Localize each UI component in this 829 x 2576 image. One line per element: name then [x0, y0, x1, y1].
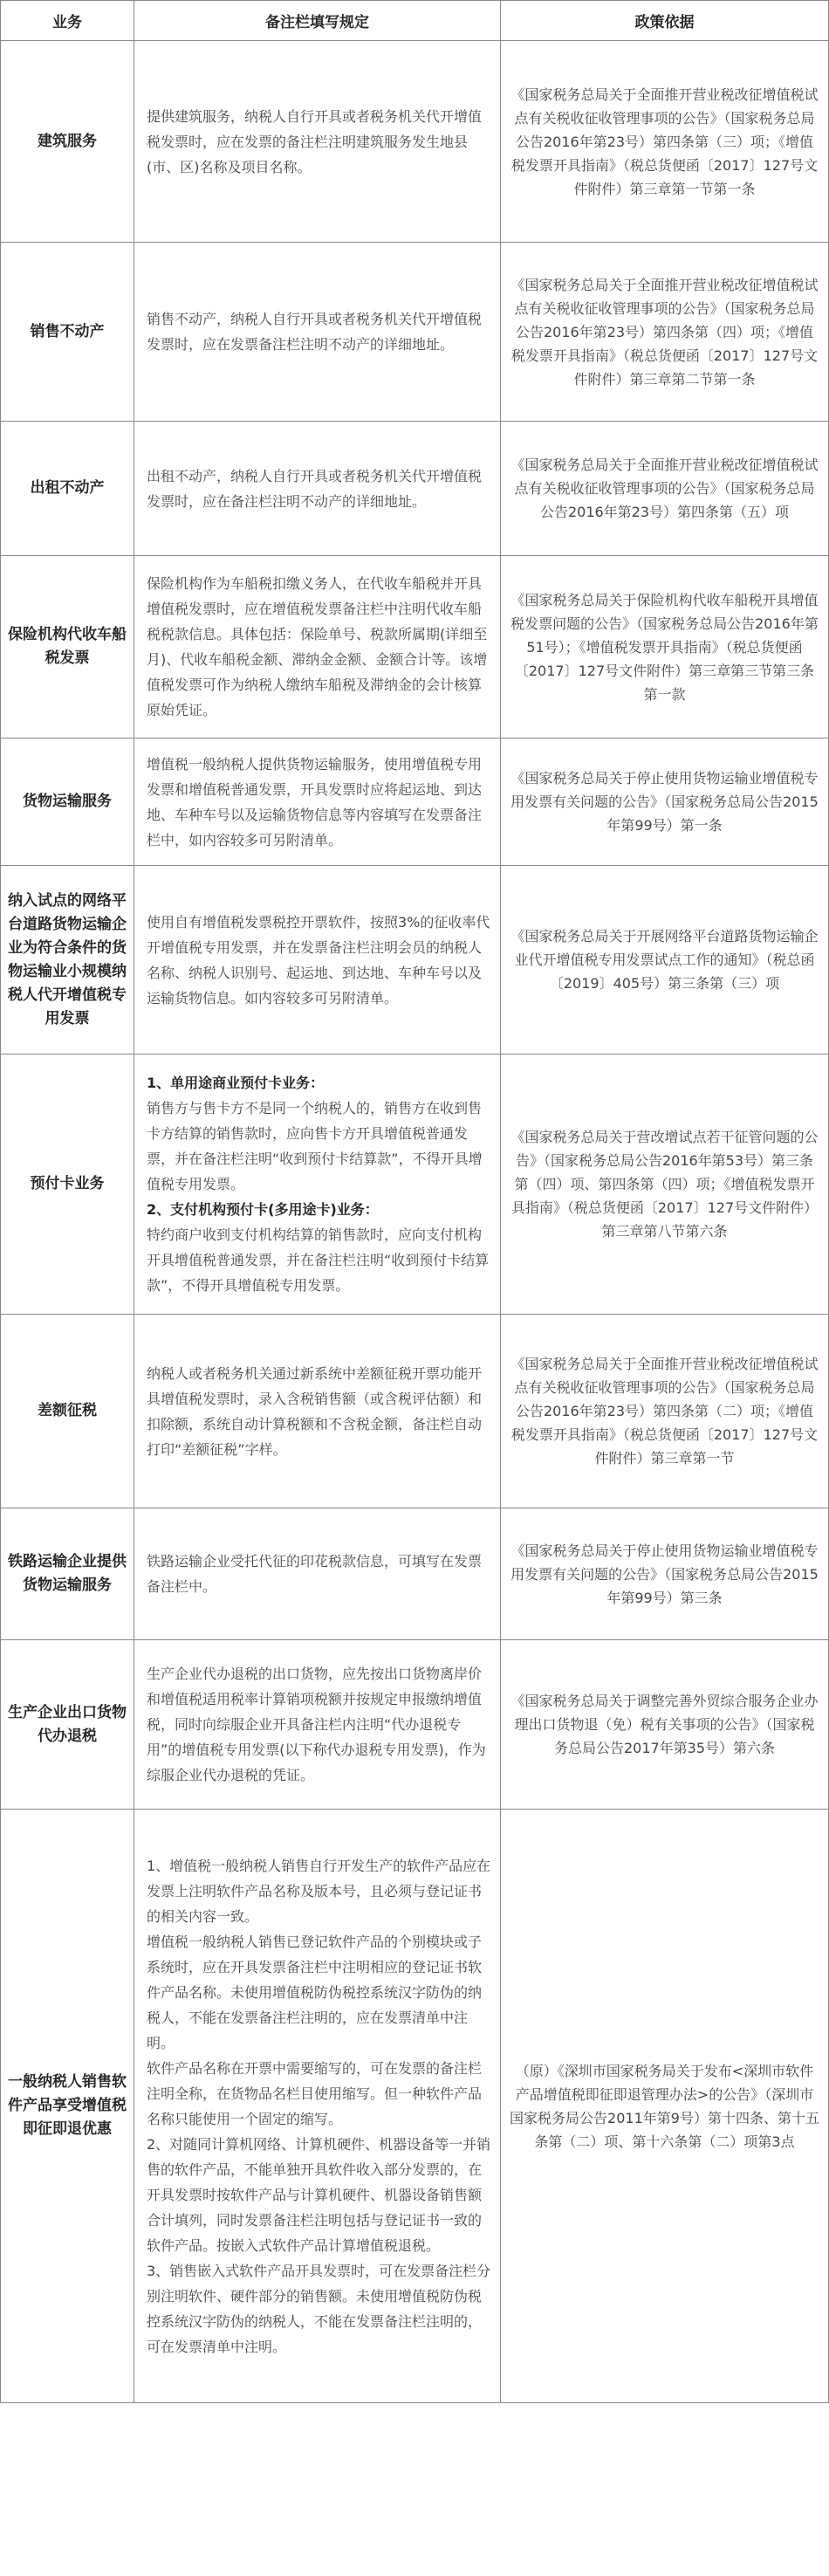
rule-text: 1、增值税一般纳税人销售自行开发生产的软件产品应在发票上注明软件产品名称及版本号，且必须与登记证书的相关内容一致。: [147, 1857, 491, 1925]
basis-cell: 《国家税务总局关于全面推开营业税改征增值税试点有关税收征收管理事项的公告》（国家税务总局公告2016年第23号）第四条第（三）项；《增值税发票开具指南》（税总货便函〔2017〕127号文件附件）第三章第一节第一条: [501, 41, 829, 243]
table-header-row: [1, 1, 829, 41]
business-cell: 生产企业出口货物代办退税: [1, 1640, 134, 1810]
basis-cell: （原）《深圳市国家税务局关于发布<深圳市软件产品增值税即征即退管理办法>的公告》（深圳市国家税务局公告2011年第9号）第十四条、第十五条第（二）项、第十六条第（二）项第3点: [501, 1810, 829, 2403]
basis-cell: 《国家税务总局关于调整完善外贸综合服务企业办理出口货物退（免）税有关事项的公告》（国家税务总局公告2017年第35号）第六条: [501, 1640, 829, 1810]
header-rule: 备注栏填写规定: [134, 1, 501, 41]
rule-text: 增值税一般纳税人提供货物运输服务，使用增值税专用发票和增值税普通发票，开具发票时应将起运地、到达地、车种车号以及运输货物信息等内容填写在发票备注栏中，如内容较多可另附清单。: [147, 755, 483, 848]
rule-heading: 2、支付机构预付卡(多用途卡)业务：: [147, 1201, 379, 1218]
table-row: [1, 422, 829, 556]
table-row: [1, 1810, 829, 2403]
basis-cell: 《国家税务总局关于全面推开营业税改征增值税试点有关税收征收管理事项的公告》（国家税务总局公告2016年第23号）第四条第（二）项；《增值税发票开具指南》（税总货便函〔2017〕127号文件附件）第三章第一节: [501, 1315, 829, 1508]
rule-cell: [134, 1508, 501, 1640]
rule-text: 销售方与售卡方不是同一个纳税人的，销售方在收到售卡方结算的销售款时，应向售卡方开具增值税普通发票，并在备注栏注明“收到预付卡结算款”，不得开具增值税专用发票。: [147, 1100, 483, 1192]
business-cell: 一般纳税人销售软件产品享受增值税即征即退优惠: [1, 1810, 134, 2403]
basis-cell: 《国家税务总局关于停止使用货物运输业增值税专用发票有关问题的公告》（国家税务总局公告2015年第99号）第一条: [501, 738, 829, 866]
rule-cell: [134, 243, 501, 422]
rule-text: 使用自有增值税发票税控开票软件，按照3%的征收率代开增值税专用发票，并在发票备注栏注明会员的纳税人名称、纳税人识别号、起运地、到达地、车种车号以及运输货物信息。如内容较多可另附清单。: [147, 913, 490, 1006]
rule-text: 3、销售嵌入式软件产品开具发票时，可在发票备注栏分别注明软件、硬件部分的销售额。未使用增值税防伪税控系统汉字防伪的纳税人，不能在发票备注栏注明的，可在发票清单中注明。: [147, 2262, 491, 2355]
rule-text: 生产企业代办退税的出口货物，应先按出口货物离岸价和增值税适用税率计算销项税额并按规定申报缴纳增值税，同时向综服企业开具备注栏内注明“代办退税专用”的增值税专用发票(以下称代办退税专用发票)，作为综服企业代办退税的凭证。: [147, 1666, 486, 1783]
rule-text: 纳税人或者税务机关通过新系统中差额征税开票功能开具增值税发票时，录入含税销售额（或含税评估额）和扣除额，系统自动计算税额和不含税金额，备注栏自动打印“差额征税”字样。: [147, 1364, 483, 1458]
basis-cell: 《国家税务总局关于开展网络平台道路货物运输企业代开增值税专用发票试点工作的通知》（税总函〔2019〕405号）第三条第（三）项: [501, 866, 829, 1054]
rule-heading: 1、单用途商业预付卡业务：: [147, 1075, 325, 1091]
rule-cell: [134, 422, 501, 556]
rule-text: 软件产品名称在开票中需要缩写的，可在发票的备注栏注明全称，在货物品名栏目使用缩写。但一种软件产品名称只能使用一个固定的缩写。: [147, 2059, 483, 2127]
table-row: [1, 1315, 829, 1508]
basis-cell: 《国家税务总局关于营改增试点若干征管问题的公告》（国家税务总局公告2016年第53号）第三条第（四）项、第四条第（四）项；《增值税发票开具指南》（税总货便函〔2017〕127号文件附件）第三章第八节第六条: [501, 1054, 829, 1315]
table-row: [1, 556, 829, 738]
business-cell: 预付卡业务: [1, 1054, 134, 1315]
table-row: [1, 1508, 829, 1640]
basis-cell: 《国家税务总局关于全面推开营业税改征增值税试点有关税收征收管理事项的公告》（国家税务总局公告2016年第23号）第四条第（四）项；《增值税发票开具指南》（税总货便函〔2017〕127号文件附件）第三章第二节第一条: [501, 243, 829, 422]
rule-text: 2、对随同计算机网络、计算机硬件、机器设备等一并销售的软件产品，不能单独开具软件收入部分发票的，在开具发票时按软件产品与计算机硬件、机器设备销售额合计填列，同时发票备注栏注明包括与登记证书一致的软件产品。按嵌入式软件产品计算增值税退税。: [147, 2135, 491, 2254]
rule-text: 特约商户收到支付机构结算的销售款时，应向支付机构开具增值税普通发票，并在备注栏注明“收到预付卡结算款”，不得开具增值税专用发票。: [147, 1226, 490, 1294]
business-cell: 出租不动产: [1, 422, 134, 556]
rule-text: 销售不动产，纳税人自行开具或者税务机关代开增值税发票时，应在发票备注栏注明不动产的详细地址。: [147, 311, 483, 353]
rule-cell: [134, 1640, 501, 1810]
business-cell: 货物运输服务: [1, 738, 134, 866]
business-cell: 差额征税: [1, 1315, 134, 1508]
rule-cell: [134, 1054, 501, 1315]
basis-cell: 《国家税务总局关于全面推开营业税改征增值税试点有关税收征收管理事项的公告》（国家税务总局公告2016年第23号）第四条第（五）项: [501, 422, 829, 556]
rule-cell: [134, 41, 501, 243]
table-row: [1, 866, 829, 1054]
rule-text: 提供建筑服务，纳税人自行开具或者税务机关代开增值税发票时，应在发票的备注栏注明建筑服务发生地县(市、区)名称及项目名称。: [147, 107, 483, 175]
business-cell: 建筑服务: [1, 41, 134, 243]
business-cell: 纳入试点的网络平台道路货物运输企业为符合条件的货物运输业小规模纳税人代开增值税专用发票: [1, 866, 134, 1054]
table-row: [1, 41, 829, 243]
table-row: [1, 738, 829, 866]
rule-cell: [134, 556, 501, 738]
table-row: [1, 1640, 829, 1810]
rule-text: 保险机构作为车船税扣缴义务人，在代收车船税并开具增值税发票时，应在增值税发票备注栏中注明代收车船税税款信息。具体包括：保险单号、税款所属期(详细至月)、代收车船税金额、滞纳金金额、金额合计等。该增值税发票可作为纳税人缴纳车船税及滞纳金的会计核算原始凭证。: [147, 575, 488, 718]
basis-cell: 《国家税务总局关于停止使用货物运输业增值税专用发票有关问题的公告》（国家税务总局公告2015年第99号）第三条: [501, 1508, 829, 1640]
business-cell: 铁路运输企业提供货物运输服务: [1, 1508, 134, 1640]
business-cell: 保险机构代收车船税发票: [1, 556, 134, 738]
rule-text: 出租不动产，纳税人自行开具或者税务机关代开增值税发票时，应在备注栏注明不动产的详细地址。: [147, 467, 483, 510]
table-row: [1, 1054, 829, 1315]
table-row: [1, 243, 829, 422]
rule-text: 增值税一般纳税人销售已登记软件产品的个别模块或子系统时，应在开具发票备注栏中注明相应的登记证书软件产品名称。未使用增值税防伪税控系统汉字防伪的纳税人，不能在发票备注栏注明的，应在发票清单中注明。: [147, 1933, 483, 2051]
rule-cell: [134, 1810, 501, 2403]
rule-cell: [134, 1315, 501, 1508]
rule-text: 铁路运输企业受托代征的印花税款信息，可填写在发票备注栏中。: [147, 1553, 483, 1595]
rule-cell: [134, 738, 501, 866]
rule-cell: [134, 866, 501, 1054]
header-basis: 政策依据: [501, 1, 829, 41]
business-cell: 销售不动产: [1, 243, 134, 422]
header-business: 业务: [1, 1, 134, 41]
basis-cell: 《国家税务总局关于保险机构代收车船税开具增值税发票问题的公告》（国家税务总局公告2016年第51号）；《增值税发票开具指南》（税总货便函〔2017〕127号文件附件）第三章第三节第三条第一款: [501, 556, 829, 738]
